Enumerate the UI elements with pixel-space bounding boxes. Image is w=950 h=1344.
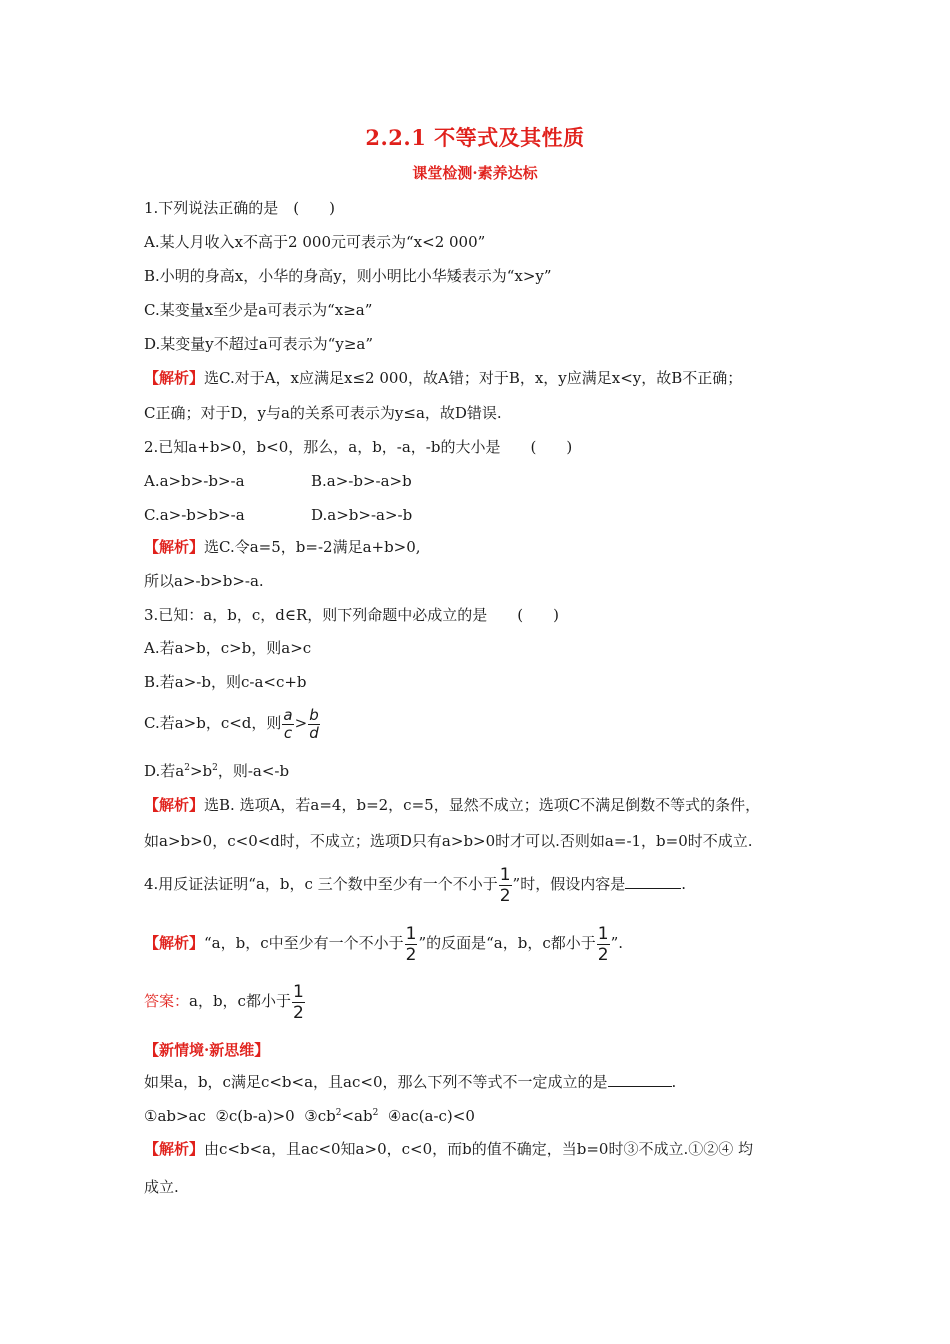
q1-analysis-line1 — [144, 368, 824, 388]
q2-analysis-line2: 所以a>-b>b>-a. — [144, 572, 264, 590]
q3-analysis-line2: 如a>b>0，c<0<d时，不成立；选项D只有a>b>0时才可以.否则如a=-1，b=0时不成立. — [144, 832, 753, 850]
analysis-tag: 【解析】 — [144, 369, 205, 387]
gt-sign: > — [294, 714, 308, 732]
fraction-a-over-c: $\frac{a}{c}$ — [283, 705, 293, 742]
q1-option-b: B.小明的身高x，小华的身高y，则小明比小华矮表示为“x>y” — [144, 267, 552, 285]
fraction-one-half: $\frac{1}{2}$ — [292, 981, 304, 1023]
q1-option-a: A.某人月收入x不高于2 000元可表示为“x<2 000” — [144, 233, 486, 251]
q3-option-c — [144, 701, 824, 745]
q1-option-d: D.某变量y不超过a可表示为“y≥a” — [144, 335, 374, 353]
q5-analysis-line2: 成立. — [144, 1178, 179, 1196]
q2-analysis-line1 — [144, 537, 824, 557]
analysis-tag: 【解析】 — [144, 796, 205, 814]
q5-options — [144, 1106, 824, 1126]
q2-options-row2 — [144, 505, 824, 525]
fraction-one-half: $\frac{1}{2}$ — [499, 864, 511, 906]
fraction-b-over-d: $\frac{b}{d}$ — [309, 705, 319, 742]
q5-option-4: ④ac(a-c)<0 — [387, 1107, 475, 1125]
q2-stem: 2.已知a+b>0，b<0，那么，a，b，-a，-b的大小是 ( ) — [144, 438, 573, 456]
q4-answer: 答案：a，b，c都小于 $\frac{1}{2}$ — [144, 981, 304, 1023]
q2-options-row1 — [144, 471, 824, 491]
q2-analysis-text: 选C.令a=5，b=-2满足a+b>0, — [204, 538, 421, 556]
answer-blank — [625, 874, 681, 889]
fraction-one-half: $\frac{1}{2}$ — [405, 923, 417, 965]
q5-stem: 如果a，b，c满足c<b<a，且ac<0，那么下列不等式不一定成立的是 . — [144, 1073, 677, 1091]
q3-stem: 3.已知：a，b，c，d∈R，则下列命题中必成立的是 ( ) — [144, 606, 559, 624]
q2-option-a: A.a>b>-b>-a — [144, 472, 245, 490]
q3-analysis-text: 选B. 选项A，若a=4，b=2，c=5，显然不成立；选项C不满足倒数不等式的条件， — [204, 796, 761, 814]
q5-option-3: $③cb^2<ab^2$ — [304, 1107, 379, 1125]
q5-option-1: ①ab>ac — [144, 1107, 206, 1125]
fraction-one-half: $\frac{1}{2}$ — [597, 923, 609, 965]
q3-option-a: A.若a>b，c>b，则a>c — [144, 639, 312, 657]
q5-analysis-line1 — [144, 1139, 824, 1159]
q4-stem: 4.用反证法证明“a，b，c 三个数中至少有一个不小于 $\frac{1}{2}$ ”时，假设内容是 . — [144, 864, 686, 906]
q2-option-b: B.a>-b>-a>b — [311, 472, 412, 490]
page-subtitle: 课堂检测·素养达标 — [412, 164, 538, 182]
q5-option-2: ②c(b-a)>0 — [215, 1107, 295, 1125]
answer-label: 答案： — [144, 992, 190, 1010]
q1-option-c: C.某变量x至少是a可表示为“x≥a” — [144, 301, 373, 319]
q5-analysis-text: 由c<b<a，且ac<0知a>0，c<0，而b的值不确定，当b=0时③不成立.①②④ 均 — [204, 1140, 753, 1158]
q3-option-b: B.若a>-b，则c-a<c+b — [144, 673, 307, 691]
analysis-tag: 【解析】 — [144, 1140, 205, 1158]
q1-analysis-text: 选C.对于A，x应满足x≤2 000，故A错；对于B，x，y应满足x<y，故B不正确； — [204, 369, 743, 387]
q2-option-c: C.a>-b>b>-a — [144, 506, 245, 524]
page-title: 2.2.1 不等式及其性质 — [365, 125, 585, 150]
analysis-tag: 【解析】 — [144, 934, 205, 952]
analysis-tag: 【解析】 — [144, 538, 205, 556]
q4-analysis: 【解析】“a，b，c中至少有一个不小于 $\frac{1}{2}$ ”的反面是“a，b，c都小于 $\frac{1}{2}$ ”. — [144, 923, 624, 965]
q3-analysis-line1 — [144, 795, 824, 815]
q3-option-c-text: C.若a>b，c<d，则 — [144, 714, 282, 732]
q2-option-d: D.a>b>-a>-b — [311, 506, 413, 524]
q1-stem: 1.下列说法正确的是 ( ) — [144, 199, 336, 217]
q5-tag: 【新情境·新思维】 — [144, 1041, 270, 1059]
q1-analysis-line2: C正确；对于D，y与a的关系可表示为y≤a，故D错误. — [144, 404, 502, 422]
answer-blank — [608, 1072, 672, 1087]
q3-option-d: D.若$a^2>b^2$，则-a<-b — [144, 762, 290, 780]
